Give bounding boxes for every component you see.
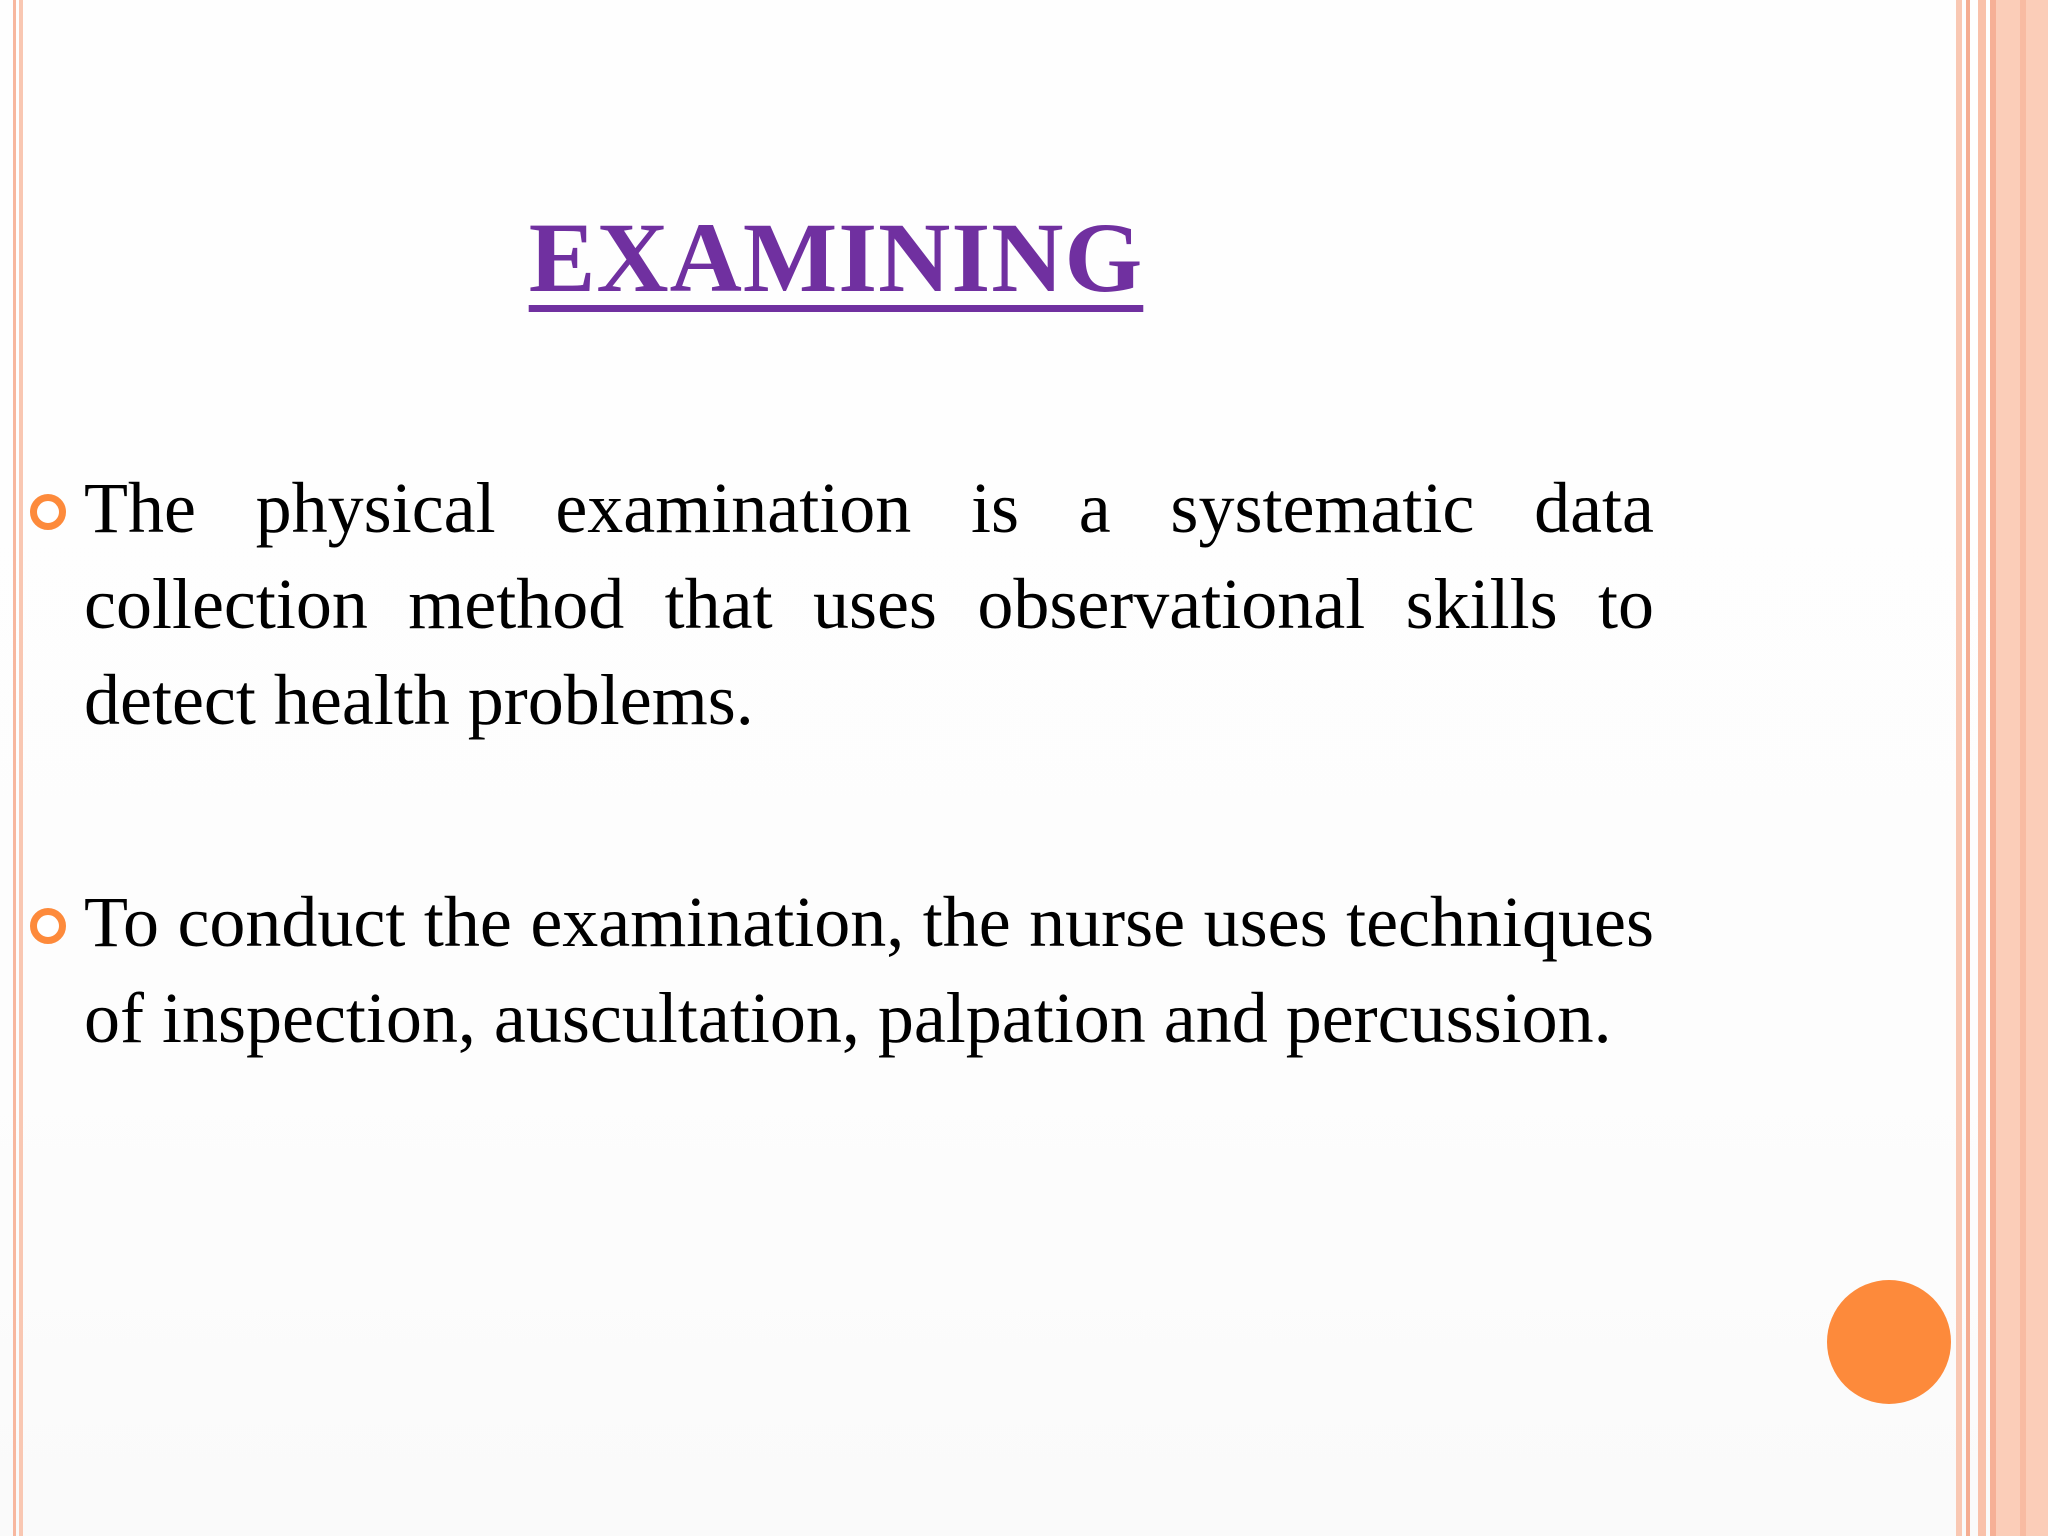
right-stripe [1966,0,1970,1536]
orange-circle-icon [1827,1280,1951,1404]
slide-title: EXAMINING [528,202,1144,313]
ring-bullet-icon [30,494,66,530]
ring-bullet-icon [30,908,66,944]
bullet-text: To conduct the examination, the nurse uses techniques of inspection, auscultation, palpation and percussion. [84,882,1654,1058]
bullet-item [24,460,1654,748]
bullet-list [24,460,1654,1066]
right-stripe [1978,0,1986,1536]
bullet-text: The physical examination is a systematic data collection method that uses observational skills to detect health problems. [84,468,1654,740]
right-stripe [2020,0,2026,1536]
right-stripe [1956,0,1962,1536]
bullet-item [24,874,1654,1066]
